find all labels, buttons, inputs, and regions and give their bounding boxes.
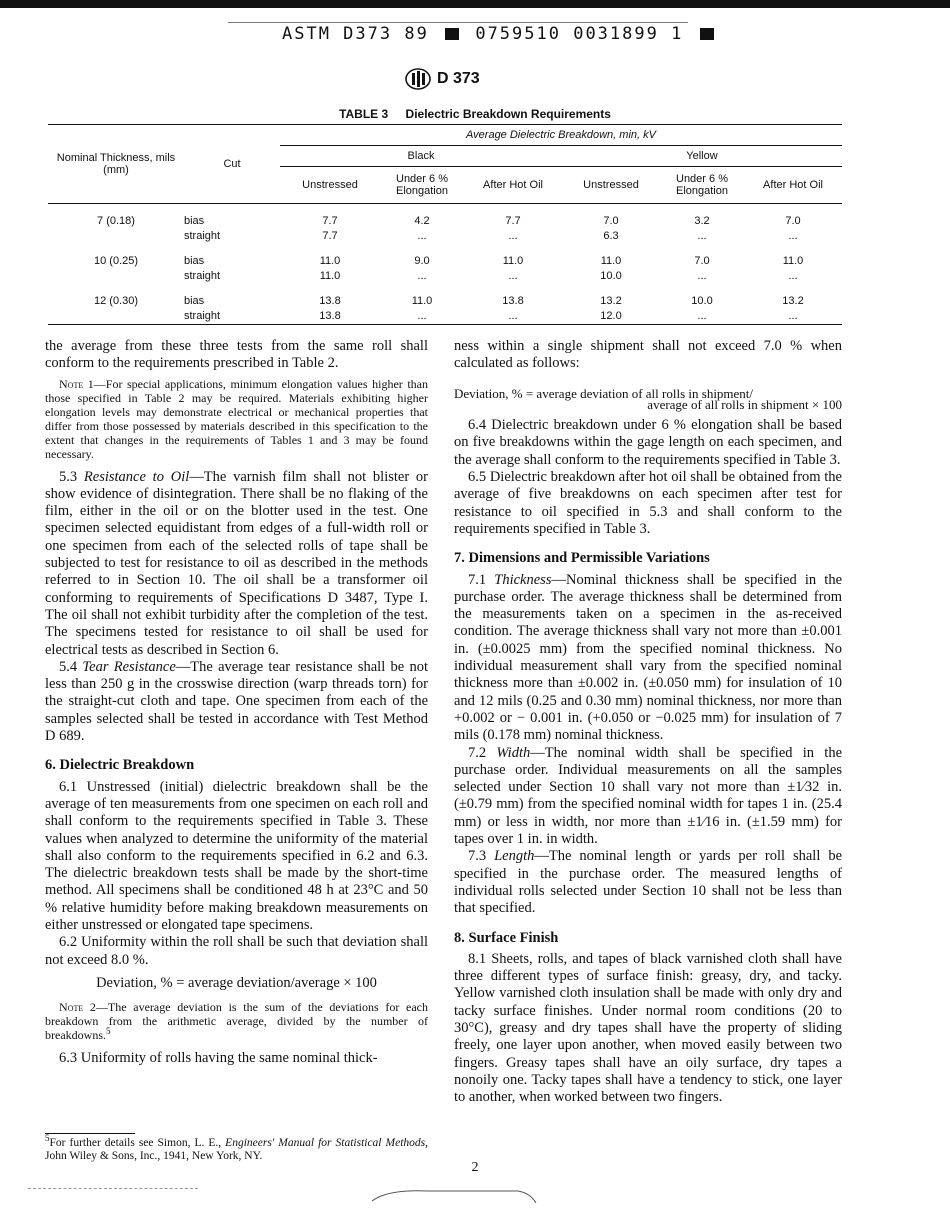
cell-value: ... <box>788 230 798 242</box>
note-label: Note 1 <box>59 376 94 391</box>
cell-value: 11.0 <box>782 255 804 267</box>
section-6-2: 6.2 Uniformity within the roll shall be such that deviation shall not exceed 8.0 %. <box>45 934 428 968</box>
section-8-1: 8.1 Sheets, rolls, and tapes of black varnished cloth shall have three different types of surface finish: greasy, dry, and tacky. Yellow varnished cloth insulation shall be made with only dry and tacky surface finishes. Under normal room conditions (20 to 30°C), greasy and dry tapes shall have the property of sliding freely, one layer upon another, when moved easily between two fingers. Greasy tapes shall have an oily surface, dry tapes a nonoily one. Tacky tapes shall have a tendency to stick, one layer to another, when worked between two fingers. <box>454 950 842 1106</box>
paragraph: ness within a single shipment shall not exceed 7.0 % when calculated as follows: <box>454 338 842 372</box>
cell-value: 13.2 <box>782 295 804 307</box>
scan-mark <box>28 1188 198 1191</box>
section-title: Tear Resistance <box>82 658 176 675</box>
document-code <box>282 24 702 44</box>
cell-value: ... <box>697 270 707 282</box>
footnote-rule <box>45 1133 135 1134</box>
cell-value: ... <box>788 270 798 282</box>
heading-section-8: 8. Surface Finish <box>454 929 559 946</box>
section-number: 5.3 <box>59 468 78 485</box>
section-title: Width <box>496 744 531 761</box>
cell-cut: straight <box>184 270 221 282</box>
cell-value: 10.0 <box>600 270 622 282</box>
section-text: —The nominal length or yards per roll shall be specified in the purchase order. The measured lengths of individual rolls selected under Section 10 shall not be less than that specified. <box>454 848 842 917</box>
table-caption <box>0 107 950 121</box>
header-nominal-thickness: Nominal Thickness, mils (mm) <box>48 125 184 204</box>
cell-cut: bias <box>184 215 205 227</box>
table-row <box>48 229 842 244</box>
table-row <box>48 269 842 284</box>
section-title: Resistance to Oil <box>83 468 190 485</box>
scan-top-bar <box>0 0 950 8</box>
cell-cut: bias <box>184 295 205 307</box>
cell-value: ... <box>417 270 427 282</box>
dielectric-table <box>48 124 842 325</box>
cell-value: ... <box>697 230 707 242</box>
equation-2-line2: average of all rolls in shipment × 100 <box>647 396 842 412</box>
heading-section-7: 7. Dimensions and Permissible Variations <box>454 550 710 567</box>
cell-value: 11.0 <box>411 295 433 307</box>
section-6-5: 6.5 Dielectric breakdown after hot oil shall be obtained from the average of five breakdowns on each specimen after test for resistance to oil specified in 5.3 and shall conform to the requirements specified in Table 3. <box>454 469 842 537</box>
section-text: —Nominal thickness shall be specified in the purchase order. The average thickness shall be determined from the measurements taken on a specimen in the as-received condition. The average thickness shall vary not more than ±0.001 in. (±0.0025 mm) from the specified nominal thickness. No individual measurement shall vary from the specified nominal thickness more than ±0.002 in. (±0.050 mm) for insulation of 10 and 12 mils (0.25 and 0.30 mm) nominal thickness, nor more than +0.002 or − 0.001 in. (+0.050 or −0.025 mm) for insulation of 7 mils (0.178 mm) nominal thickness. <box>454 571 843 744</box>
cell-cut: straight <box>184 230 221 242</box>
section-7-3 <box>454 848 842 917</box>
section-5-4 <box>45 659 428 745</box>
cell-value: 7.0 <box>603 215 619 227</box>
cell-thickness <box>48 229 184 244</box>
header-yellow-under6: Under 6 % Elongation <box>660 167 744 204</box>
section-6-3: 6.3 Uniformity of rolls having the same nominal thick- <box>59 1050 378 1067</box>
cell-value: 7.7 <box>322 215 338 227</box>
header-black: Black <box>280 146 562 167</box>
cell-value: 7.7 <box>322 230 338 242</box>
paragraph: the average from these three tests from the same roll shall conform to the requirements prescribed in Table 2. <box>45 338 428 372</box>
cell-cut: straight <box>184 309 280 325</box>
section-number: 7.1 <box>468 571 487 588</box>
cell-value: ... <box>464 309 562 325</box>
cell-value: ... <box>508 270 518 282</box>
astm-logo-icon <box>405 68 431 90</box>
cell-thickness <box>48 269 184 284</box>
cell-thickness <box>48 309 184 325</box>
cell-value: ... <box>744 309 842 325</box>
section-number: 7.3 <box>468 848 487 865</box>
block-mark-icon <box>445 28 459 40</box>
table-row <box>48 254 842 269</box>
cell-value: 9.0 <box>414 255 430 267</box>
note-label: Note 2 <box>59 1000 96 1015</box>
section-text: —The varnish film shall not blister or show evidence of disintegration. There shall be no flaking of the film, either in the oil or on the blotter used in the test. One specimen selected equidistant from edges of a full-width roll or one specimen from each of the selected rolls of tape shall be subjected to test for resistance to oil as described in the methods referred to in Section 10. The oil shall be a transformer oil conforming to requirements of Specifications D 3487, Type I. The oil shall not exhibit turbidity after the completion of the test. The specimens tested for resistance to oil shall be used for electrical tests as described in Section 6. <box>45 468 428 658</box>
code-part1: ASTM D373 89 <box>282 24 429 44</box>
header-yellow: Yellow <box>562 146 842 167</box>
table-number: TABLE 3 <box>339 107 389 121</box>
footnote-ref: 5 <box>105 1026 111 1037</box>
cell-thickness: 12 (0.30) <box>93 295 139 307</box>
cell-value: 13.8 <box>280 309 380 325</box>
cell-value: 13.8 <box>319 295 341 307</box>
heading-section-6: 6. Dielectric Breakdown <box>45 757 195 774</box>
section-5-3 <box>45 469 428 659</box>
header-black-unstressed: Unstressed <box>280 167 380 204</box>
cell-value: 12.0 <box>562 309 660 325</box>
table-row <box>48 214 842 229</box>
cell-value: 10.0 <box>691 295 713 307</box>
right-column <box>454 338 842 1106</box>
header-rule <box>228 22 688 23</box>
note-1 <box>45 377 428 461</box>
cell-value: 11.0 <box>600 255 622 267</box>
cell-value: 11.0 <box>319 270 341 282</box>
designation: D 373 <box>437 70 480 87</box>
cell-value: 6.3 <box>603 230 619 242</box>
cell-value: 11.0 <box>319 255 341 267</box>
section-number: 5.4 <box>59 658 78 675</box>
page-number: 2 <box>471 1160 479 1175</box>
cell-value: ... <box>660 309 744 325</box>
table-title: Dielectric Breakdown Requirements <box>405 107 611 121</box>
cell-cut: bias <box>184 255 205 267</box>
cell-value: ... <box>417 230 427 242</box>
cell-thickness: 10 (0.25) <box>93 255 139 267</box>
section-6-1: 6.1 Unstressed (initial) dielectric breakdown shall be the average of ten measurements from one specimen on each roll and shall conform to the requirements specified in Table 3. These values when analyzed to determine the uniformity of the material shall also conform to the requirements specified in 6.2 and 6.3. The dielectric breakdown tests shall be made by the short-time method. All specimens shall be conditioned 48 h at 23°C and 50 % relative humidity before making breakdown measurements on either unstressed or elongated tape specimens. <box>45 778 428 934</box>
table-row <box>48 294 842 309</box>
note-text: —For special applications, minimum elongation values higher than those specified in Table 2 may be required. Materials exhibiting higher elongation levels may demonstrate electrical or mechanical properties that differ from those possessed by materials described in this specification to the extent that changes in the requirements of Tables 1 and 3 may be found necessary. <box>45 376 428 461</box>
cell-value: 4.2 <box>414 215 430 227</box>
code-part2: 0759510 0031899 1 <box>475 24 684 44</box>
section-7-2 <box>454 745 842 849</box>
footnote-text: , John Wiley & Sons, Inc., 1941, New York, NY. <box>45 1137 428 1162</box>
scan-mark <box>368 1185 538 1205</box>
table-row <box>48 309 842 325</box>
header-cut: Cut <box>184 125 280 204</box>
cell-value: 13.2 <box>600 295 622 307</box>
section-number: 7.2 <box>468 744 487 761</box>
cell-value: 7.0 <box>694 255 710 267</box>
section-7-1 <box>454 572 842 745</box>
footnote-text: For further details see Simon, L. E., <box>49 1137 226 1149</box>
footnote-number: 5 <box>45 1133 50 1144</box>
cell-value: 13.8 <box>502 295 524 307</box>
footnote-title: Engineers' Manual for Statistical Methods <box>225 1137 426 1149</box>
header-black-under6: Under 6 % Elongation <box>380 167 464 204</box>
cell-thickness: 7 (0.18) <box>97 215 135 227</box>
header-yellow-hotoil: After Hot Oil <box>744 167 842 204</box>
section-title: Length <box>494 848 535 865</box>
section-text: —The nominal width shall be specified in the purchase order. Individual measurements on all the samples selected under Section 10 shall vary not more than ±1⁄32 in. (±0.79 mm) from the specified nominal width for tapes 1 in. (25.4 mm) or less in width, nor more than ±1⁄16 in. (±1.59 mm) for tapes over 1 in. in width. <box>454 744 843 848</box>
header-black-hotoil: After Hot Oil <box>464 167 562 204</box>
cell-value: 7.0 <box>785 215 801 227</box>
header-average-breakdown: Average Dielectric Breakdown, min, kV <box>280 125 842 146</box>
left-column <box>45 338 428 1068</box>
cell-value: 11.0 <box>502 255 524 267</box>
cell-value: ... <box>380 309 464 325</box>
designation-header <box>405 68 480 90</box>
note-2 <box>45 1000 428 1042</box>
section-text: —The average tear resistance shall be not less than 250 g in the crosswise direction (warp threads torn) for the straight-cut cloth and tape. One specimen from each of the samples selected shall be tested in accordance with Test Method D 689. <box>45 658 428 745</box>
cell-value: 3.2 <box>694 215 710 227</box>
section-title: Thickness <box>494 571 552 588</box>
header-yellow-unstressed: Unstressed <box>562 167 660 204</box>
equation-1: Deviation, % = average deviation/average × 100 <box>96 974 377 991</box>
note-text: —The average deviation is the sum of the deviations for each breakdown from the arithmetic average, divided by the number of breakdowns. <box>45 1000 428 1043</box>
cell-value: ... <box>508 230 518 242</box>
cell-value: 7.7 <box>505 215 521 227</box>
equation-2-line1: Deviation, % = average deviation of all rolls in shipment/ <box>454 385 754 401</box>
section-6-4: 6.4 Dielectric breakdown under 6 % elongation shall be based on five breakdowns within the gage length on each specimen, and the average shall conform to the requirements specified in Table 3. <box>454 417 842 468</box>
block-mark-icon <box>700 28 714 40</box>
